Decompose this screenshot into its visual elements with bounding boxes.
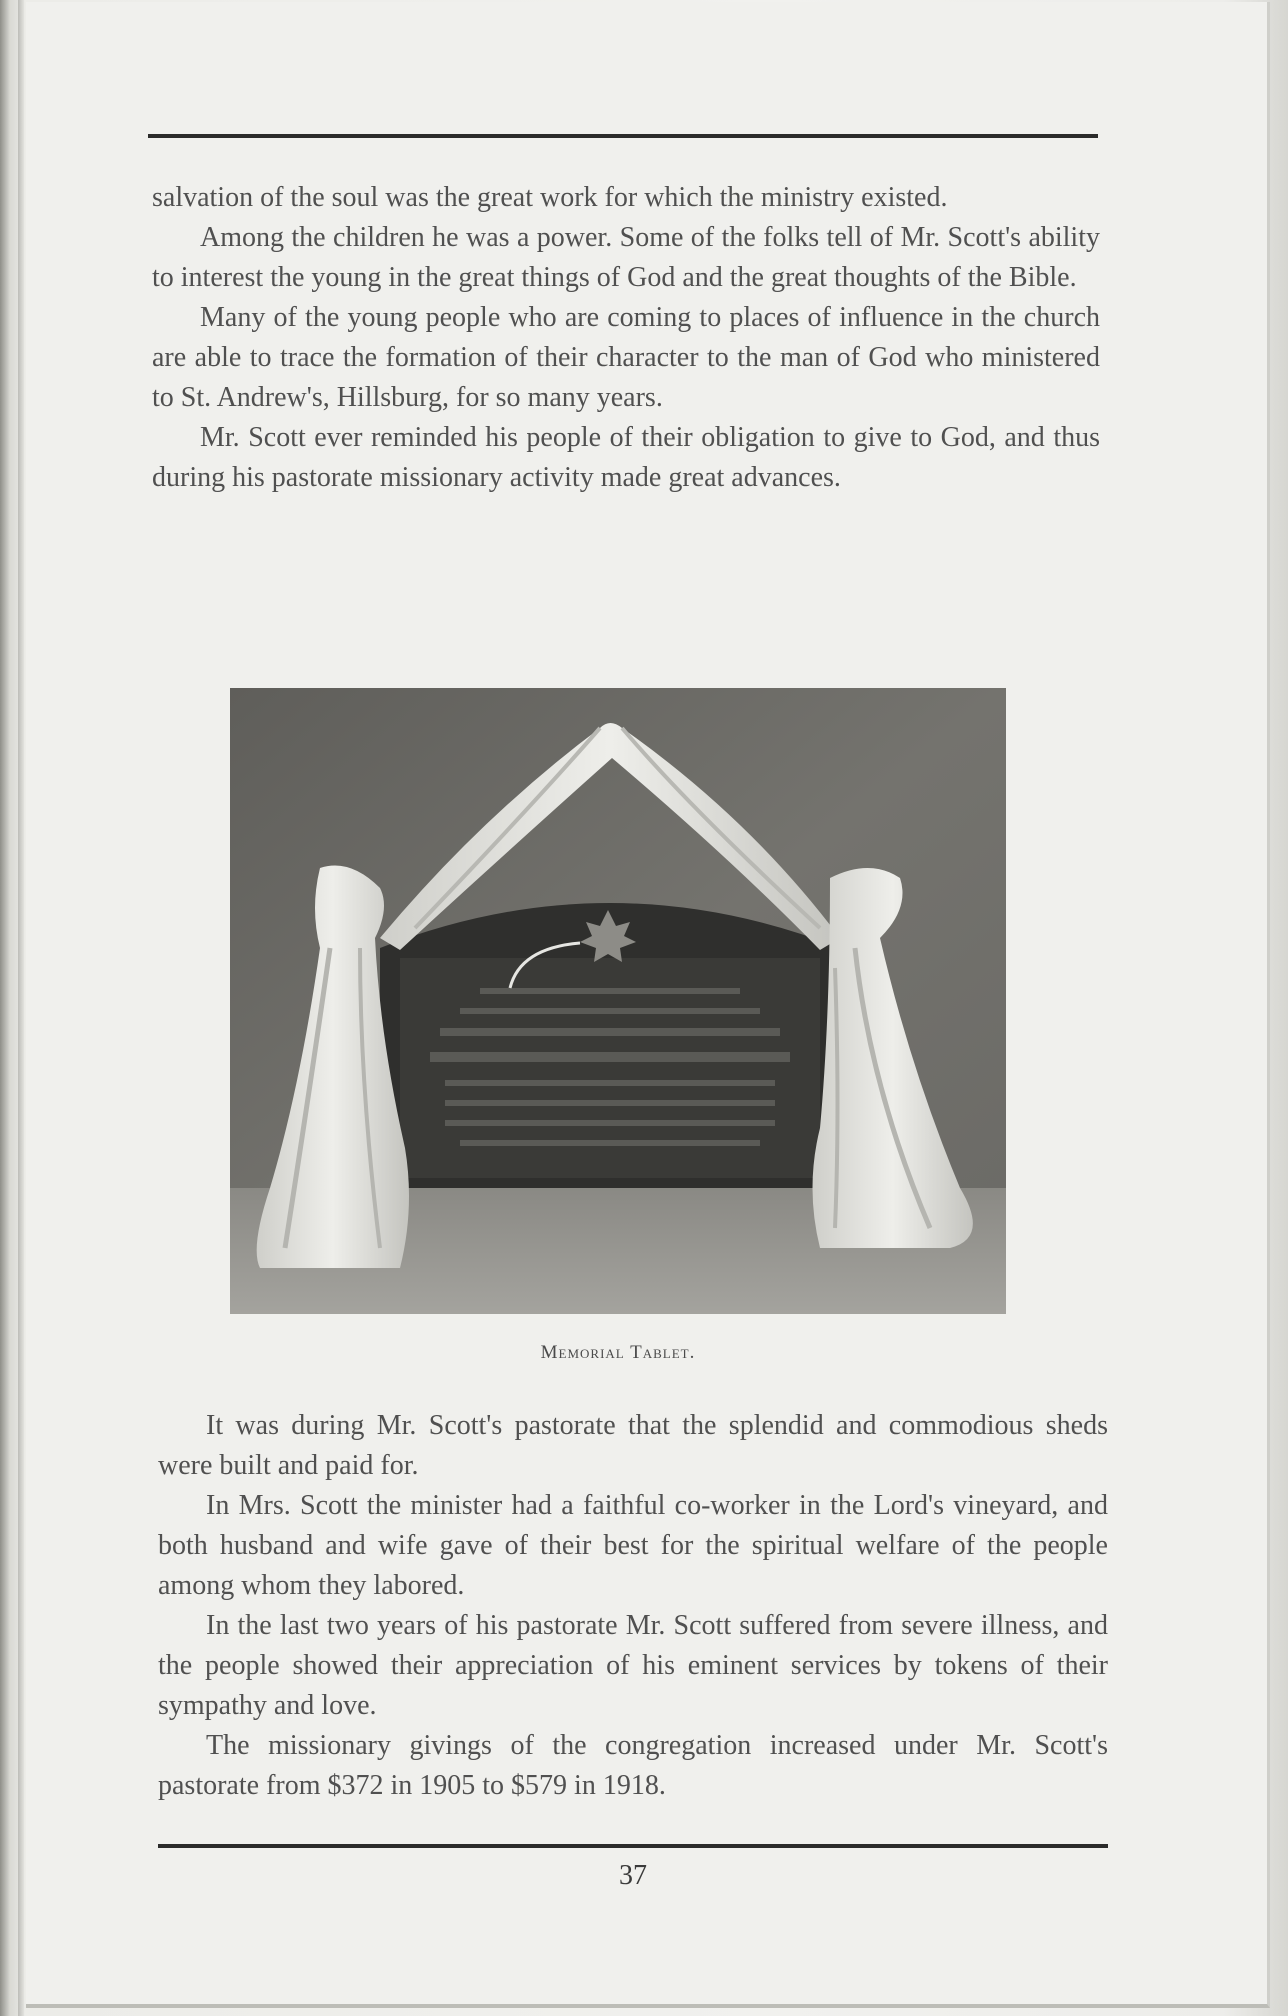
footer-rule	[158, 1844, 1108, 1848]
paragraph: It was during Mr. Scott's pastorate that the splendid and commodious sheds were built and paid for.	[158, 1410, 1108, 1481]
paragraph: Mr. Scott ever reminded his people of their obligation to give to God, and thus during his pastorate missionary activity made great advances.	[152, 422, 1100, 493]
page-number: 37	[619, 1860, 647, 1891]
body-text-bottom	[158, 1406, 1108, 1806]
paragraph: In the last two years of his pastorate Mr. Scott suffered from severe illness, and the people showed their appreciation of his eminent services by tokens of their sympathy and love.	[158, 1610, 1108, 1721]
book-spine-edge	[18, 0, 24, 2016]
paragraph: Many of the young people who are coming to places of influence in the church are able to trace the formation of their character to the man of God who ministered to St. Andrew's, Hillsburg, for so many years.	[152, 302, 1100, 413]
book-page	[26, 2, 1270, 2008]
figure-caption: Memorial Tablet.	[540, 1342, 696, 1363]
paragraph: salvation of the soul was the great work for which the ministry existed.	[152, 182, 948, 213]
memorial-tablet-photo	[230, 688, 1006, 1314]
paragraph: Among the children he was a power. Some of the folks tell of Mr. Scott's ability to interest the young in the great things of God and the great thoughts of the Bible.	[152, 222, 1100, 293]
paragraph: The missionary givings of the congregation increased under Mr. Scott's pastorate from $372 in 1905 to $579 in 1918.	[158, 1730, 1108, 1801]
paragraph: In Mrs. Scott the minister had a faithful co-worker in the Lord's vineyard, and both husband and wife gave of their best for the spiritual welfare of the people among whom they labored.	[158, 1490, 1108, 1601]
header-rule	[148, 134, 1098, 138]
body-text-top	[152, 178, 1100, 498]
